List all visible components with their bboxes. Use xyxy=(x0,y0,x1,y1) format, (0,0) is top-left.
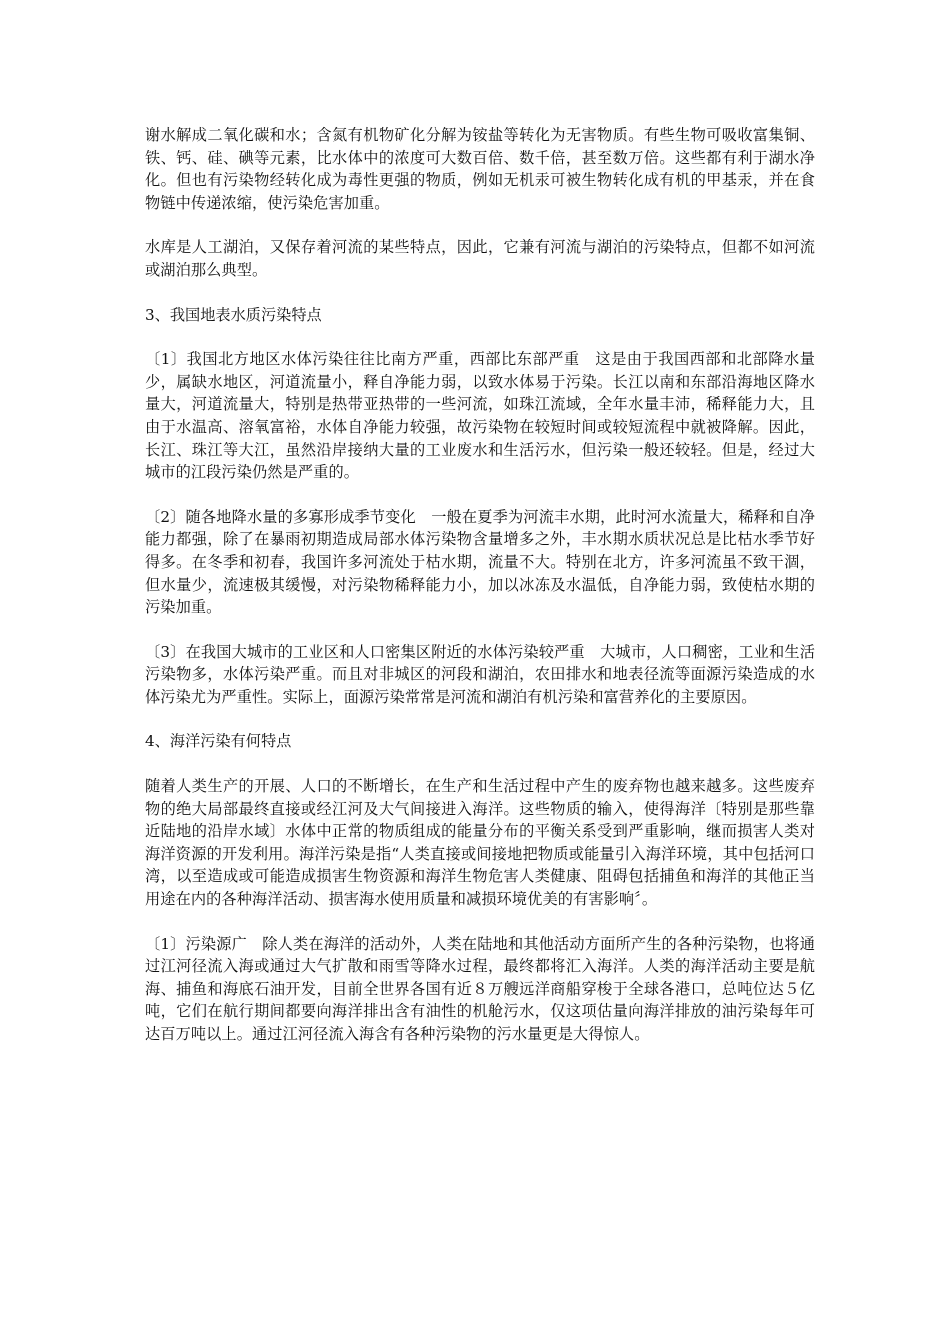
document-page xyxy=(145,124,815,1068)
paragraph-seasonal: 〔2〕随各地降水量的多寡形成季节变化 一般在夏季为河流丰水期，此时河水流量大，稀释和自净能力都强，除了在暴雨初期造成局部水体污染物含量增多之外，丰水期水质状况总是比枯水季节好得多。在冬季和初春，我国许多河流处于枯水期，流量不大。特别在北方，许多河流虽不致干涸，但水量少，流速极其缓慢，对污染物稀释能力小，加以冰冻及水温低，自净能力弱，致使枯水期的污染加重。 xyxy=(145,507,815,617)
section-heading-ocean: 4、海洋污染有何特点 xyxy=(145,732,292,751)
paragraph-pollution-sources: 〔1〕污染源广 除人类在海洋的活动外，人类在陆地和其他活动方面所产生的各种污染物，也将通过江河径流入海或通过大气扩散和雨雪等降水过程，最终都将汇入海洋。人类的海洋活动主要是航海、捕鱼和海底石油开发，目前全世界各国有近８万艘远洋商船穿梭于全球各港口，总吨位达５亿吨，它们在航行期间都要向海洋排出含有油性的机舱污水，仅这项估量向海洋排放的油污染每年可达百万吨以上。通过江河径流入海含有各种污染物的污水量更是大得惊人。 xyxy=(145,934,815,1043)
paragraph-north-south: 〔1〕我国北方地区水体污染往往比南方严重，西部比东部严重 这是由于我国西部和北部降水量少，属缺水地区，河道流量小，释自净能力弱，以致水体易于污染。长江以南和东部沿海地区降水量大，河道流量大，特别是热带亚热带的一些河流，如珠江流域，全年水量丰沛，稀释能力大，且由于水温高、溶氧富裕，水体自净能力较强，故污染物在较短时间或较短流程中就被降解。因此，长江、珠江等大江，虽然沿岸接纳大量的工业废水和生活污水，但污染一般还较轻。但是，经过大城市的江段污染仍然是严重的。 xyxy=(145,350,815,482)
paragraph-urban: 〔3〕在我国大城市的工业区和人口密集区附近的水体污染较严重 大城市，人口稠密，工业和生活污染物多，水体污染严重。而且对非城区的河段和湖泊，农田排水和地表径流等面源污染造成的水体污染尤为严重性。实际上，面源污染常常是河流和湖泊有机污染和富营养化的主要原因。 xyxy=(145,642,815,706)
section-heading-surface-water: 3、我国地表水质污染特点 xyxy=(145,305,322,324)
paragraph-reservoir: 水库是人工湖泊，又保存着河流的某些特点，因此，它兼有河流与湖泊的污染特点，但都不如河流或湖泊那么典型。 xyxy=(145,238,815,279)
paragraph-lake-purification: 谢水解成二氧化碳和水；含氮有机物矿化分解为铵盐等转化为无害物质。有些生物可吸收富集铜、铁、钙、硅、碘等元素，比水体中的浓度可大数百倍、数千倍，甚至数万倍。这些都有利于湖水净化。但也有污染物经转化成为毒性更强的物质，例如无机汞可被生物转化成有机的甲基汞，并在食物链中传递浓缩，使污染危害加重。 xyxy=(145,126,815,212)
paragraph-ocean-intro: 随着人类生产的开展、人口的不断增长，在生产和生活过程中产生的废弃物也越来越多。这些废弃物的绝大局部最终直接或经江河及大气间接进入海洋。这些物质的输入，使得海洋〔特别是那些靠近陆地的沿岸水域〕水体中正常的物质组成的能量分布的平衡关系受到严重影响，继而损害人类对海洋资源的开发利用。海洋污染是指“人类直接或间接地把物质或能量引入海洋环境，其中包括河口湾，以至造成或可能造成损害生物资源和海洋生物危害人类健康、阻碍包括捕鱼和海洋的其他正当用途在内的各种海洋活动、损害海水使用质量和减损环境优美的有害影响〞。 xyxy=(145,777,815,909)
